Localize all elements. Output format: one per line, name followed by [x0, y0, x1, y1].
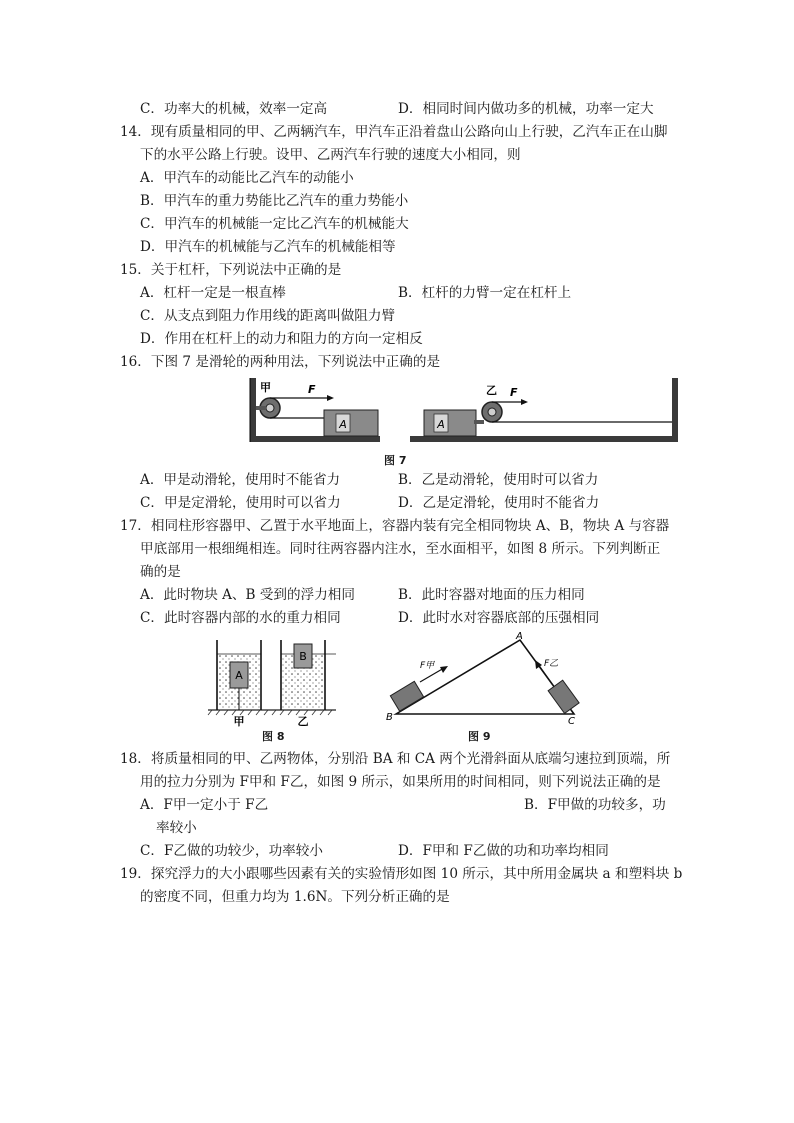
fig7-label-f-left: F: [308, 383, 316, 396]
fig9-label-a: A: [516, 632, 523, 642]
q18-stem-line2: 用的拉力分别为 F甲和 F乙，如图 9 所示，如果所用的时间相同，则下列说法正确的是: [140, 774, 661, 790]
fig7-right-setup: [410, 378, 678, 442]
q17-option-d: D．此时水对容器底部的压强相同: [398, 610, 600, 626]
q14-stem-line1: 14．现有质量相同的甲、乙两辆汽车，甲汽车正沿着盘山公路向山上行驶，乙汽车正在山脚: [120, 124, 668, 140]
q15-option-d: D．作用在杠杆上的动力和阻力的方向一定相反: [140, 331, 423, 347]
fig9-label-c: C: [568, 716, 575, 727]
fig7-label-yi: 乙: [486, 384, 497, 397]
figure-7-caption: 图 7: [384, 454, 407, 467]
q14-stem-line2: 下的水平公路上行驶。设甲、乙两汽车行驶的速度大小相同，则: [140, 147, 521, 163]
fig7-left-setup: [250, 378, 380, 442]
figure-9-inclines: [380, 632, 590, 728]
fig9-label-fjia: F甲: [420, 661, 435, 671]
figure-9-caption: 图 9: [468, 730, 491, 743]
q19-stem-line2: 的密度不同，但重力均为 1.6N。下列分析正确的是: [140, 889, 450, 905]
figure-7-pulleys: [248, 376, 680, 446]
fig8-block-b: B: [299, 650, 307, 663]
q15-option-b: B．杠杆的力臂一定在杠杆上: [398, 285, 572, 301]
q16-option-c: C．甲是定滑轮，使用时可以省力: [140, 495, 341, 511]
fig8-label-yi: 乙: [297, 715, 309, 728]
q15-option-c: C．从支点到阻力作用线的距离叫做阻力臂: [140, 308, 396, 324]
q13-option-d: D．相同时间内做功多的机械，功率一定大: [398, 101, 654, 117]
q19-stem-line1: 19．探究浮力的大小跟哪些因素有关的实验情形如图 10 所示，其中所用金属块 a 和塑料块 b: [120, 866, 683, 882]
q14-option-a: A．甲汽车的动能比乙汽车的动能小: [140, 170, 354, 186]
q18-option-d: D．F甲和 F乙做的功和功率均相同: [398, 843, 609, 859]
fig7-label-f-right: F: [510, 386, 518, 399]
q14-option-c: C．甲汽车的机械能一定比乙汽车的机械能大: [140, 216, 409, 232]
q13-option-c: C．功率大的机械，效率一定高: [140, 101, 328, 117]
fig9-label-fyi: F乙: [544, 659, 559, 669]
q15-option-a: A．杠杆一定是一根直棒: [140, 285, 286, 301]
figure-8-containers: [206, 636, 338, 728]
fig7-label-jia: 甲: [260, 381, 271, 394]
q18-stem-line1: 18．将质量相同的甲、乙两物体，分别沿 BA 和 CA 两个光滑斜面从底端匀速拉到顶端，所: [120, 751, 671, 767]
q16-option-b: B．乙是动滑轮，使用时可以省力: [398, 472, 599, 488]
q17-option-b: B．此时容器对地面的压力相同: [398, 587, 585, 603]
q18-option-b-line2: 率较小: [156, 820, 197, 836]
fig7-block-a-right: A: [437, 418, 445, 431]
q18-option-a: A．F甲一定小于 F乙: [140, 797, 269, 813]
q17-stem-line2: 甲底部用一根细绳相连。同时往两容器内注水，至水面相平，如图 8 所示。下列判断正: [140, 541, 661, 557]
fig8-block-a: A: [235, 669, 243, 682]
fig8-label-jia: 甲: [233, 715, 245, 728]
q18-option-b-line1: B．F甲做的功较多，功: [524, 797, 666, 813]
fig7-block-a-left: A: [339, 418, 347, 431]
q17-stem-line1: 17．相同柱形容器甲、乙置于水平地面上，容器内装有完全相同物块 A、B，物块 A 与容器: [120, 518, 670, 534]
q17-option-a: A．此时物块 A、B 受到的浮力相同: [140, 587, 355, 603]
q15-stem: 15．关于杠杆，下列说法中正确的是: [120, 262, 342, 278]
q16-stem: 16．下图 7 是滑轮的两种用法，下列说法中正确的是: [120, 354, 441, 370]
q17-stem-line3: 确的是: [140, 564, 181, 580]
q14-option-d: D．甲汽车的机械能与乙汽车的机械能相等: [140, 239, 396, 255]
q16-option-d: D．乙是定滑轮，使用时不能省力: [398, 495, 600, 511]
fig9-label-b: B: [386, 712, 393, 723]
fig8-container-yi: [281, 640, 336, 710]
q16-option-a: A．甲是动滑轮，使用时不能省力: [140, 472, 341, 488]
figure-8-caption: 图 8: [262, 730, 285, 743]
q14-option-b: B．甲汽车的重力势能比乙汽车的重力势能小: [140, 193, 409, 209]
q17-option-c: C．此时容器内部的水的重力相同: [140, 610, 341, 626]
q18-option-c: C．F乙做的功较少，功率较小: [140, 843, 323, 859]
fig8-container-jia: [217, 640, 261, 710]
